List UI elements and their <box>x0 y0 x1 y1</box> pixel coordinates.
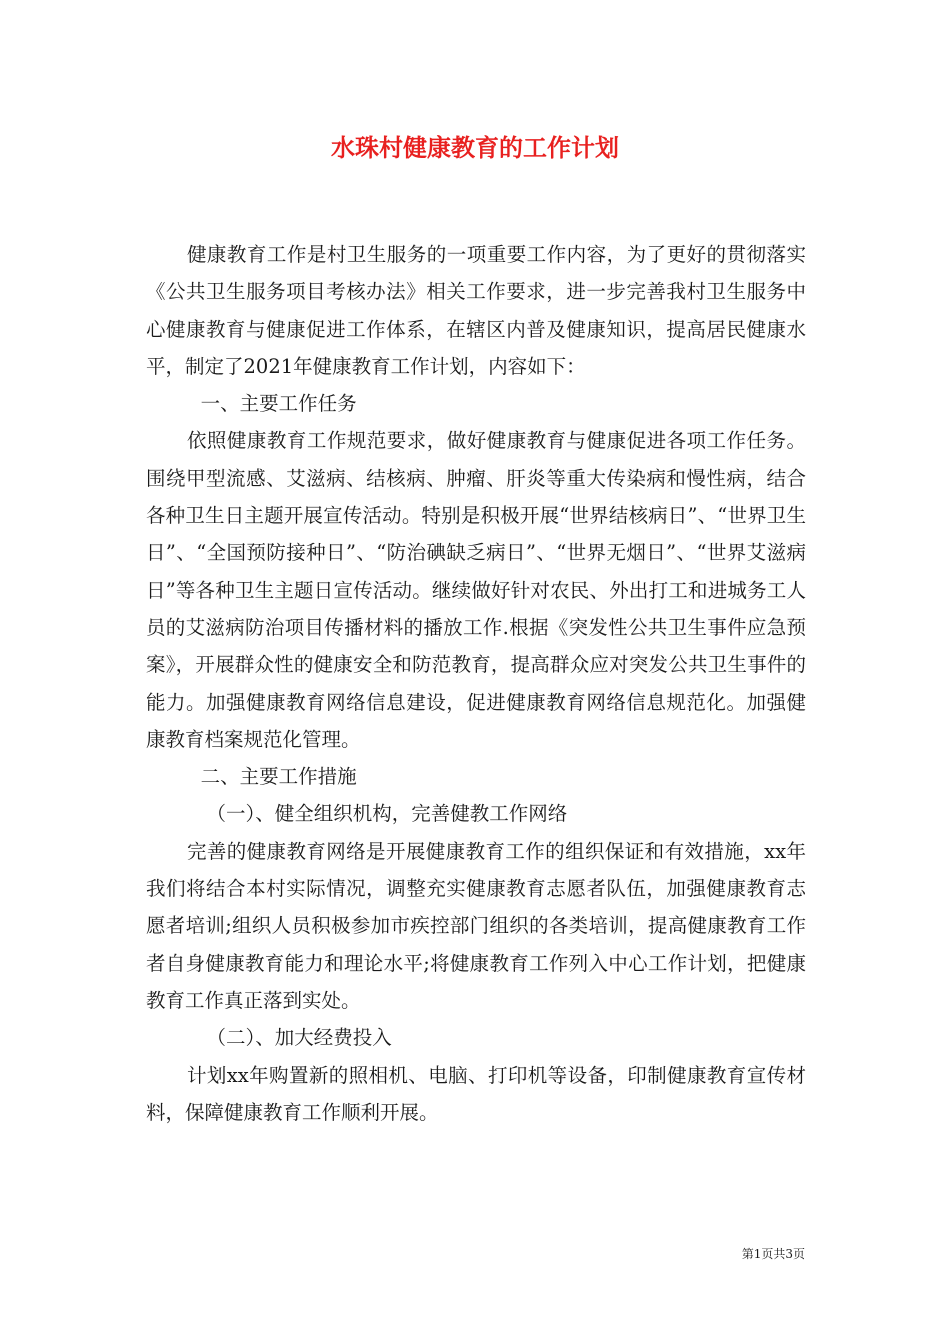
section-heading-tasks: 一、主要工作任务 <box>200 392 357 416</box>
subsection-heading-organization: （一）、健全组织机构，完善健教工作网络 <box>206 802 568 826</box>
subsection-heading-funding: （二）、加大经费投入 <box>206 1026 392 1050</box>
document-title: 水珠村健康教育的工作计划 <box>331 133 619 162</box>
intro-paragraph: 健康教育工作是村卫生服务的一项重要工作内容，为了更好的贯彻落实《公共卫生服务项目考核办法》相关工作要求，进一步完善我村卫生服务中心健康教育与健康促进工作体系，在辖区内普及健康知识，提高居民健康水平，制定了2021年健康教育工作计划，内容如下： <box>146 243 806 378</box>
section-heading-measures: 二、主要工作措施 <box>200 765 357 789</box>
document-body <box>146 236 806 1131</box>
tasks-paragraph: 依照健康教育工作规范要求，做好健康教育与健康促进各项工作任务。围绕甲型流感、艾滋病、结核病、肿瘤、肝炎等重大传染病和慢性病，结合各种卫生日主题开展宣传活动。特别是积极开展“世界结核病日”、“世界卫生日”、“全国预防接种日”、“防治碘缺乏病日”、“世界无烟日”、“世界艾滋病日”等各种卫生主题日宣传活动。继续做好针对农民、外出打工和进城务工人员的艾滋病防治项目传播材料的播放工作.根据《突发性公共卫生事件应急预案》，开展群众性的健康安全和防范教育，提高群众应对突发公共卫生事件的能力。加强健康教育网络信息建设，促进健康教育网络信息规范化。加强健康教育档案规范化管理。 <box>146 429 806 751</box>
organization-paragraph: 完善的健康教育网络是开展健康教育工作的组织保证和有效措施，xx年我们将结合本村实际情况，调整充实健康教育志愿者队伍，加强健康教育志愿者培训;组织人员积极参加市疾控部门组织的各类培训，提高健康教育工作者自身健康教育能力和理论水平;将健康教育工作列入中心工作计划，把健康教育工作真正落到实处。 <box>146 839 806 1012</box>
page-number: 第1页共3页 <box>741 1247 805 1261</box>
funding-paragraph: 计划xx年购置新的照相机、电脑、打印机等设备，印制健康教育宣传材料，保障健康教育工作顺利开展。 <box>146 1063 806 1124</box>
